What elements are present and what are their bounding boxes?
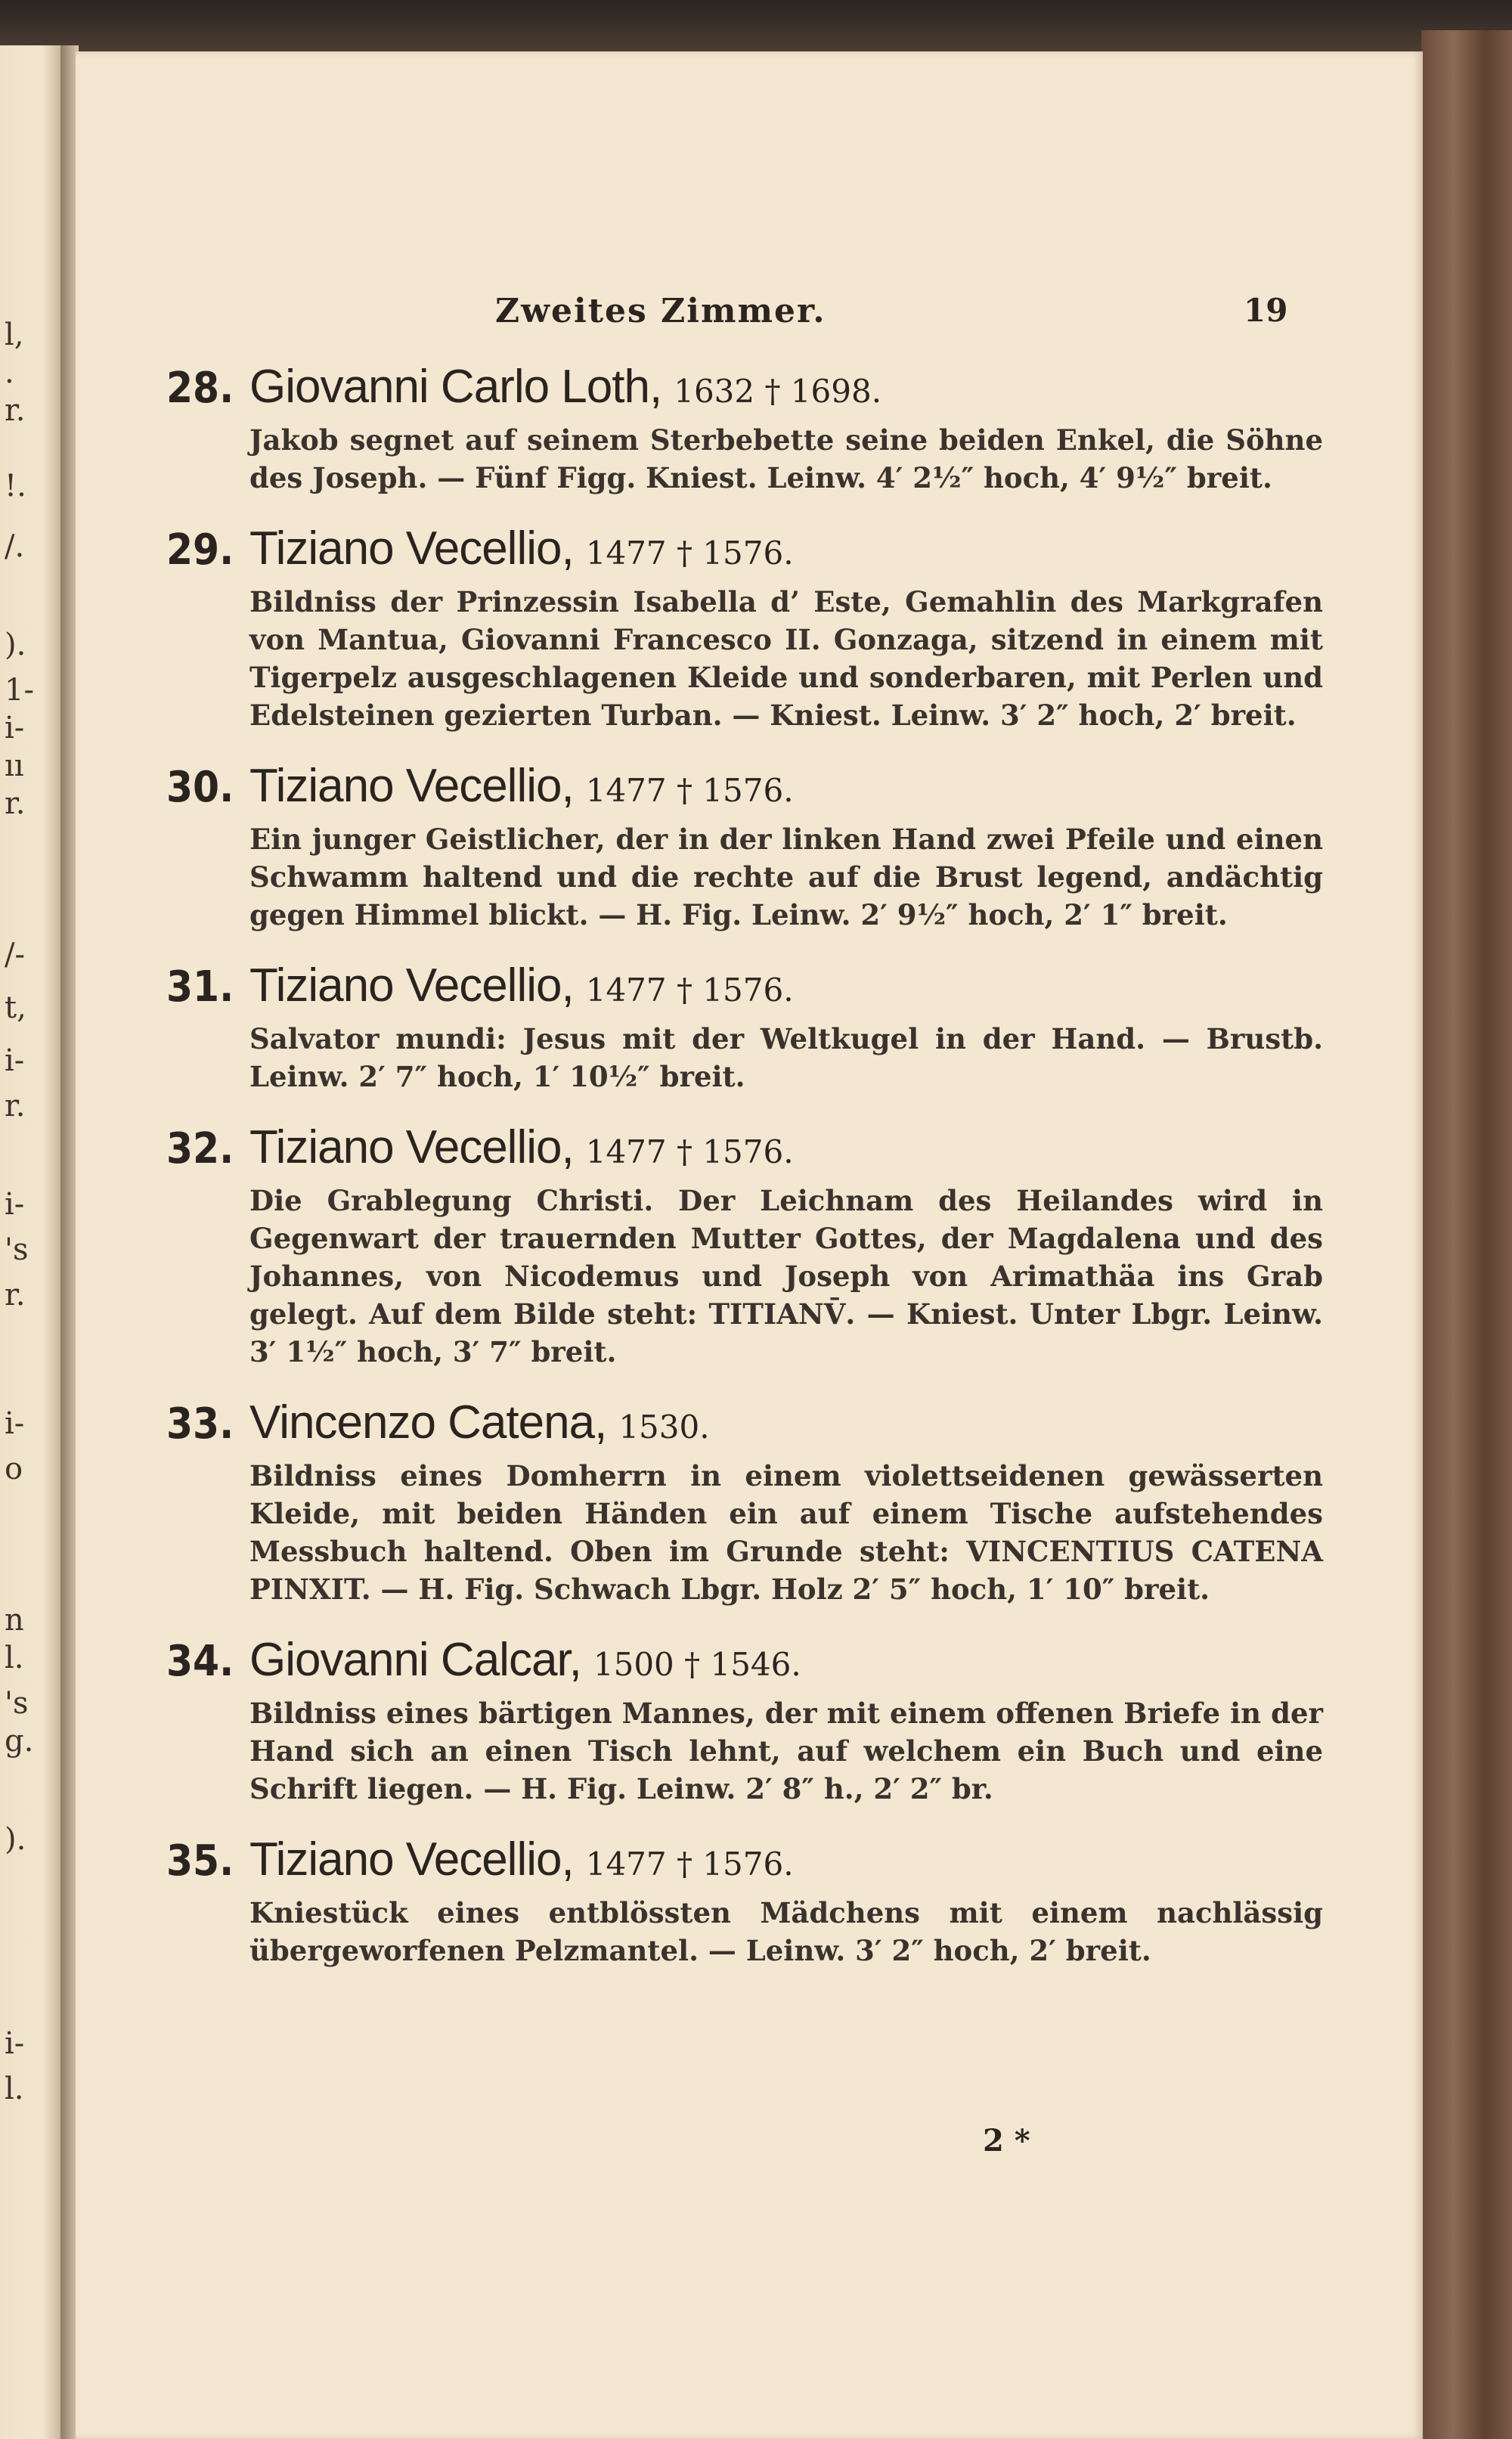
entry-number: 29. [166, 525, 234, 575]
entry-description: Die Grablegung Christi. Der Leichnam des Heilandes wird in Gegenwart der trauernden Mutter Gottes, der Magdalena und des Johannes, von Nicodemus und Joseph von Arimathäa ins Grab gelegt. Auf dem Bilde steht: TITIANV̄. — Kniest. Unter Lbgr. Leinw. 3′ 1½″ hoch, 3′ 7″ breit. [249, 1184, 1323, 1368]
artist-name: Tiziano Vecellio, [249, 522, 574, 575]
left-fragment: r. [5, 786, 26, 821]
left-fragment: o [5, 1452, 23, 1486]
artist-name: Vincenzo Catena, [249, 1396, 607, 1449]
entry-number: 35. [166, 1836, 234, 1886]
artist-dates: 1500 † 1546. [593, 1646, 801, 1683]
artist-dates: 1477 † 1576. [585, 1133, 794, 1170]
left-fragment: r. [5, 1089, 26, 1123]
artist-name: Giovanni Calcar, [249, 1634, 581, 1686]
book-cover-edge [1421, 30, 1512, 2439]
running-title: Zweites Zimmer. [495, 292, 826, 330]
entry-description: Ein junger Geistlicher, der in der linken Hand zwei Pfeile und einen Schwamm haltend und die rechte auf die Brust legend, andächtig gegen Himmel blickt. — H. Fig. Leinw. 2′ 9½″ hoch, 2′ 1″ breit. [249, 823, 1323, 931]
entry-number: 33. [166, 1399, 234, 1449]
artist-dates: 1477 † 1576. [585, 772, 794, 809]
top-shadow [0, 0, 1512, 53]
left-fragment: t, [5, 990, 26, 1025]
left-fragment: i- [5, 2026, 25, 2061]
left-fragment: ). [5, 628, 26, 662]
left-fragment: g. [5, 1724, 34, 1759]
left-fragment: n [5, 1603, 24, 1638]
left-fragment: i- [5, 1406, 25, 1441]
page-number: 19 [1244, 292, 1288, 329]
entry-number: 32. [166, 1124, 234, 1173]
left-fragment: ). [5, 1822, 26, 1857]
left-fragment: i- [5, 1043, 25, 1078]
catalog-entry [166, 956, 1323, 1096]
entry-number: 34. [166, 1637, 234, 1686]
left-fragment: l. [5, 2072, 24, 2106]
catalog-entry [166, 519, 1323, 734]
left-fragment: r. [5, 1278, 26, 1312]
artist-name: Giovanni Carlo Loth, [249, 361, 662, 413]
left-fragment: 1- [5, 673, 34, 708]
left-fragment: i- [5, 711, 25, 745]
left-fragment: ıı [5, 748, 24, 783]
catalog-entry [166, 358, 1323, 497]
left-fragment: !. [5, 469, 26, 504]
left-fragment: /. [5, 529, 25, 564]
artist-name: Tiziano Vecellio, [249, 1121, 574, 1173]
entry-description: Kniestück eines entblössten Mädchens mit einem nachlässig übergeworfenen Pelzmantel. — Leinw. 3′ 2″ hoch, 2′ breit. [249, 1896, 1323, 1967]
entry-number: 28. [166, 364, 234, 413]
artist-dates: 1530. [618, 1409, 710, 1446]
entry-description: Bildniss eines Domherrn in einem violettseidenen gewässerten Kleide, mit beiden Händen ein auf einem Tische aufstehendes Messbuch haltend. Oben im Grunde steht: VINCENTIUS CATENA PINXIT. — H. Fig. Schwach Lbgr. Holz 2′ 5″ hoch, 1′ 10″ breit. [249, 1459, 1323, 1606]
entry-description: Salvator mundi: Jesus mit der Weltkugel in der Hand. — Brustb. Leinw. 2′ 7″ hoch, 1′ 10½″ breit. [249, 1022, 1323, 1093]
left-fragment: i- [5, 1187, 25, 1222]
artist-dates: 1477 † 1576. [585, 972, 794, 1009]
artist-dates: 1632 † 1698. [674, 373, 882, 410]
catalog-entry [166, 757, 1323, 934]
artist-dates: 1477 † 1576. [585, 535, 794, 572]
left-page-edge [0, 45, 60, 2439]
left-fragment: 's [5, 1686, 29, 1721]
signature-mark: 2 * [983, 2123, 1030, 2159]
entry-number: 30. [166, 763, 234, 812]
left-fragment: r. [5, 393, 26, 428]
catalog-entry [166, 1830, 1323, 1969]
artist-dates: 1477 † 1576. [585, 1846, 794, 1883]
entry-description: Bildniss eines bärtigen Mannes, der mit einem offenen Briefe in der Hand sich an einen Tisch lehnt, auf welchem ein Buch und eine Schrift liegen. — H. Fig. Leinw. 2′ 8″ h., 2′ 2″ br. [249, 1697, 1323, 1805]
right-page [76, 51, 1423, 2439]
entry-number: 31. [166, 962, 234, 1012]
artist-name: Tiziano Vecellio, [249, 760, 574, 812]
catalog-entry [166, 1118, 1323, 1371]
left-fragment: . [5, 355, 14, 390]
left-fragment: /- [5, 937, 25, 972]
left-fragment: 's [5, 1232, 29, 1267]
artist-name: Tiziano Vecellio, [249, 1833, 574, 1886]
entry-description: Bildniss der Prinzessin Isabella d’ Este, Gemahlin des Markgrafen von Mantua, Giovanni Francesco II. Gonzaga, sitzend in einem mit Tigerpelz ausgeschlagenen Kleide und sonderbaren, mit Perlen und Edelsteinen gezierten Turban. — Kniest. Leinw. 3′ 2″ hoch, 2′ breit. [249, 585, 1323, 732]
catalog-entry [166, 1393, 1323, 1608]
artist-name: Tiziano Vecellio, [249, 959, 574, 1012]
catalog-entry [166, 1631, 1323, 1808]
catalog-entries [166, 358, 1323, 1992]
entry-description: Jakob segnet auf seinem Sterbebette seine beiden Enkel, die Söhne des Joseph. — Fünf Figg. Kniest. Leinw. 4′ 2½″ hoch, 4′ 9½″ breit. [249, 423, 1323, 494]
left-fragment: l. [5, 1641, 24, 1675]
left-fragment: l, [5, 318, 24, 352]
